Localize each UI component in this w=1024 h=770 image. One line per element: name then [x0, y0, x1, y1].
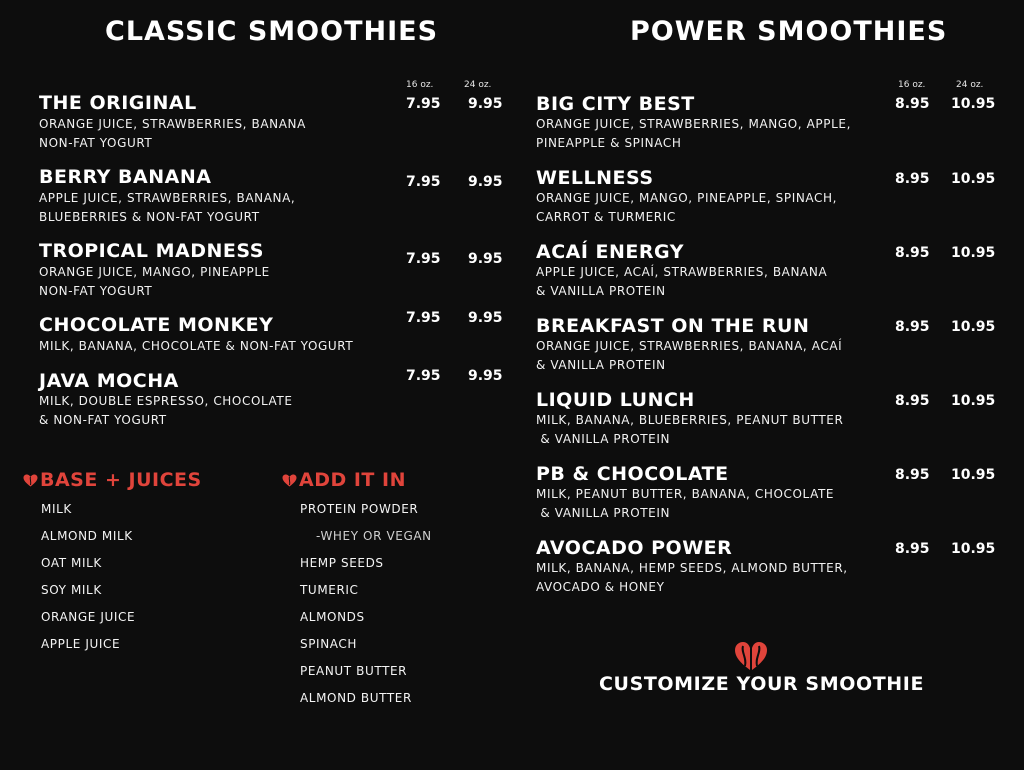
classic-size-16-label: 16 oz. — [406, 80, 434, 90]
price-16oz: 8.95 — [895, 96, 930, 112]
item-name: CHOCOLATE MONKEY — [39, 314, 274, 336]
power-size-16-label: 16 oz. — [898, 80, 926, 90]
item-name: BERRY BANANA — [39, 166, 212, 188]
item-name: AVOCADO POWER — [536, 537, 733, 559]
price-16oz: 8.95 — [895, 171, 930, 187]
item-name: BREAKFAST ON THE RUN — [536, 315, 810, 337]
item-name: WELLNESS — [536, 167, 654, 189]
list-item: OAT MILK — [41, 556, 102, 570]
item-description-line: ORANGE JUICE, MANGO, PINEAPPLE, SPINACH, — [536, 191, 838, 205]
price-16oz: 8.95 — [895, 245, 930, 261]
item-description-line: MILK, DOUBLE ESPRESSO, CHOCOLATE — [39, 394, 293, 408]
item-description-line: MILK, BANANA, CHOCOLATE & NON-FAT YOGURT — [39, 339, 354, 353]
add-it-in-heading-text: ADD IT IN — [299, 469, 406, 491]
list-item: -WHEY OR VEGAN — [316, 529, 432, 543]
price-24oz: 9.95 — [468, 251, 503, 267]
price-24oz: 10.95 — [951, 171, 996, 187]
price-16oz: 8.95 — [895, 319, 930, 335]
item-description-line: & VANILLA PROTEIN — [536, 506, 671, 520]
price-24oz: 9.95 — [468, 368, 503, 384]
list-item: ALMOND MILK — [41, 529, 133, 543]
price-24oz: 10.95 — [951, 96, 996, 112]
price-24oz: 10.95 — [951, 467, 996, 483]
item-description-line: ORANGE JUICE, STRAWBERRIES, MANGO, APPLE, — [536, 117, 851, 131]
item-description-line: APPLE JUICE, ACAÍ, STRAWBERRIES, BANANA — [536, 265, 828, 279]
list-item: SPINACH — [300, 637, 357, 651]
list-item: PROTEIN POWDER — [300, 502, 419, 516]
item-description-line: ORANGE JUICE, STRAWBERRIES, BANANA — [39, 117, 306, 131]
classic-size-24-label: 24 oz. — [464, 80, 492, 90]
list-item: MILK — [41, 502, 72, 516]
price-24oz: 10.95 — [951, 541, 996, 557]
item-name: TROPICAL MADNESS — [39, 240, 264, 262]
list-item: APPLE JUICE — [41, 637, 121, 651]
price-16oz: 7.95 — [406, 96, 441, 112]
list-item: ORANGE JUICE — [41, 610, 136, 624]
list-item: SOY MILK — [41, 583, 102, 597]
item-name: THE ORIGINAL — [39, 92, 197, 114]
price-16oz: 7.95 — [406, 174, 441, 190]
item-name: ACAÍ ENERGY — [536, 241, 684, 263]
item-description-line: NON-FAT YOGURT — [39, 284, 153, 298]
list-item: TUMERIC — [300, 583, 359, 597]
price-24oz: 10.95 — [951, 393, 996, 409]
item-description-line: BLUEBERRIES & NON-FAT YOGURT — [39, 210, 260, 224]
price-16oz: 7.95 — [406, 251, 441, 267]
item-description-line: APPLE JUICE, STRAWBERRIES, BANANA, — [39, 191, 296, 205]
item-description-line: MILK, PEANUT BUTTER, BANANA, CHOCOLATE — [536, 487, 835, 501]
base-juices-heading-text: BASE + JUICES — [40, 469, 202, 491]
price-16oz: 8.95 — [895, 467, 930, 483]
price-24oz: 9.95 — [468, 174, 503, 190]
price-16oz: 8.95 — [895, 541, 930, 557]
item-name: JAVA MOCHA — [39, 370, 179, 392]
list-item: HEMP SEEDS — [300, 556, 384, 570]
price-24oz: 9.95 — [468, 310, 503, 326]
coffee-bean-heart-icon — [282, 474, 297, 487]
item-name: LIQUID LUNCH — [536, 389, 695, 411]
add-it-in-heading — [282, 469, 406, 491]
item-description-line: MILK, BANANA, BLUEBERRIES, PEANUT BUTTER — [536, 413, 844, 427]
item-description-line: CARROT & TURMERIC — [536, 210, 676, 224]
power-size-24-label: 24 oz. — [956, 80, 984, 90]
item-description-line: & NON-FAT YOGURT — [39, 413, 167, 427]
list-item: ALMOND BUTTER — [300, 691, 412, 705]
coffee-bean-heart-icon — [23, 474, 38, 487]
price-16oz: 7.95 — [406, 368, 441, 384]
item-description-line: PINEAPPLE & SPINACH — [536, 136, 682, 150]
price-16oz: 7.95 — [406, 310, 441, 326]
item-description-line: & VANILLA PROTEIN — [536, 358, 666, 372]
item-description-line: AVOCADO & HONEY — [536, 580, 665, 594]
list-item: PEANUT BUTTER — [300, 664, 408, 678]
power-smoothies-heading: POWER SMOOTHIES — [630, 16, 948, 47]
item-description-line: ORANGE JUICE, STRAWBERRIES, BANANA, ACAÍ — [536, 339, 843, 353]
classic-smoothies-heading: CLASSIC SMOOTHIES — [105, 16, 439, 47]
base-juices-heading — [23, 469, 202, 491]
item-name: BIG CITY BEST — [536, 93, 695, 115]
customize-your-smoothie-text: CUSTOMIZE YOUR SMOOTHIE — [599, 673, 925, 695]
item-description-line: ORANGE JUICE, MANGO, PINEAPPLE — [39, 265, 270, 279]
item-description-line: & VANILLA PROTEIN — [536, 432, 671, 446]
item-name: PB & CHOCOLATE — [536, 463, 729, 485]
item-description-line: NON-FAT YOGURT — [39, 136, 153, 150]
item-description-line: & VANILLA PROTEIN — [536, 284, 666, 298]
price-16oz: 8.95 — [895, 393, 930, 409]
coffee-bean-heart-icon — [733, 640, 769, 672]
list-item: ALMONDS — [300, 610, 365, 624]
price-24oz: 9.95 — [468, 96, 503, 112]
item-description-line: MILK, BANANA, HEMP SEEDS, ALMOND BUTTER, — [536, 561, 848, 575]
price-24oz: 10.95 — [951, 319, 996, 335]
price-24oz: 10.95 — [951, 245, 996, 261]
